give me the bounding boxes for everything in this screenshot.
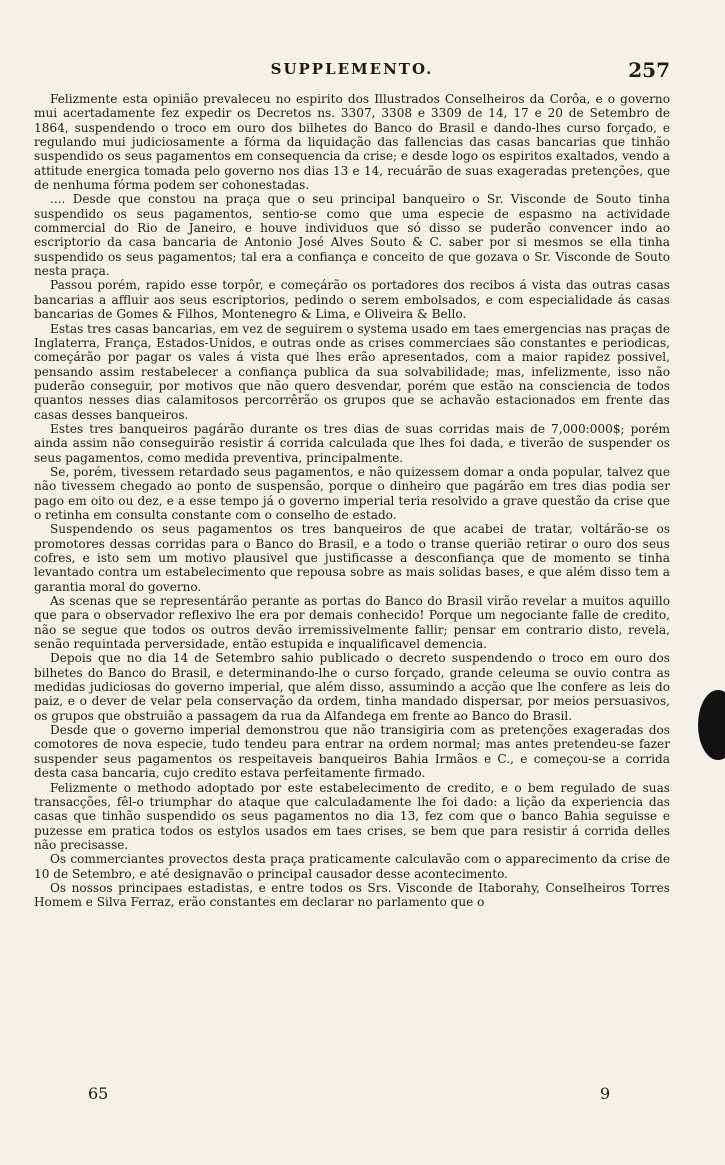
paragraph: .... Desde que constou na praça que o seu principal banqueiro o Sr. Visconde de Souto tinha suspendido os seus pagamentos, sentio-se como que uma especie de espasmo na actividade commercial do Rio de Janeiro, e houve individuos que só disso se puderão convencer indo ao escriptorio da casa bancaria de Antonio José Alves Souto & C. saber por si mesmos se ella tinha suspendido os seus pagamentos; tal era a confiança e conceito de que gozava o Sr. Visconde de Souto nesta praça. [34,192,670,279]
paragraph: Felizmente o methodo adoptado por este estabelecimento de credito, e o bem regulado de suas transacções, fêl-o triumphar do ataque que calculadamente lhe foi dado: a lição da experiencia das casas que tinhão suspendido os seus pagamentos no dia 13, fez com que o banco Bahia seguisse e puzesse em pratica todos os estylos usados em taes crises, se bem que para resistir á corrida delles não precisasse. [34,780,670,852]
signature-mark-left: 65 [88,1084,109,1103]
paragraph: Se, porém, tivessem retardado seus pagamentos, e não quizessem domar a onda popular, talvez que não tivessem chegado ao ponto de suspensão, porque o dinheiro que pagárão em tres dias podia ser pago em oito ou dez, e a esse tempo já o governo imperial teria resolvido a grave questão da crise que o retinha em consulta constante com o conselho de estado. [34,464,670,522]
paragraph: Suspendendo os seus pagamentos os tres banqueiros de que acabei de tratar, voltárão-se os promotores dessas corridas para o Banco do Brasil, e a todo o transe querião retirar o ouro dos seus cofres, e isto sem um motivo plausivel que justificasse a desconfiança que de momento se tinha levantado contra um estabelecimento que repousa sobre as mais solidas bases, e que além disso tem a garantia moral do governo. [34,522,670,594]
article-body [34,92,670,910]
signature-mark-right: 9 [600,1084,611,1103]
page-title: SUPPLEMENTO. [270,60,434,78]
paragraph: Os commerciantes provectos desta praça praticamente calculavão com o apparecimento da crise de 10 de Setembro, e até designavão o principal causador desse acontecimento. [34,852,670,881]
paragraph: Desde que o governo imperial demonstrou que não transigiria com as pretenções exageradas dos comotores de nova especie, tudo tendeu para entrar na ordem normal; mas antes pretendeu-se fazer suspender seus pagamentos os respeitaveis banqueiros Bahia Irmãos e C., e começou-se a corrida desta casa bancaria, cujo credito estava perfeitamente firmado. [34,723,670,781]
paragraph: Depois que no dia 14 de Setembro sahio publicado o decreto suspendendo o troco em ouro dos bilhetes do Banco do Brasil, e determinando-lhe o curso forçado, grande celeuma se ouvio contra as medidas judiciosas do governo imperial, que além disso, assumindo a acção que lhe confere as leis do paiz, e o dever de velar pela conservação da ordem, tinha mandado dispersar, por meios persuasivos, os grupos que obstruião a passagem da rua da Alfandega em frente ao Banco do Brasil. [34,651,670,723]
page-number: 257 [628,58,670,82]
paragraph: Os nossos principaes estadistas, e entre todos os Srs. Visconde de Itaborahy, Conselheiros Torres Homem e Silva Ferraz, erão constantes em declarar no parlamento que o [34,880,670,910]
page-header [34,60,670,86]
paragraph: Felizmente esta opinião prevaleceu no espirito dos Illustrados Conselheiros da Corôa, e o governo mui acertadamente fez expedir os Decretos ns. 3307, 3308 e 3309 de 14, 17 e 20 de Setembro de 1864, suspendendo o troco em ouro dos bilhetes do Banco do Brasil e dando-lhes curso forçado, e regulando mui judiciosamente a fórma da liquidação das fallencias das casas bancarias que tinhão suspendido os seus pagamentos em consequencia da crise; e desde logo os espiritos exaltados, vendo a attitude energica tomada pelo governo nos dias 13 e 14, recuárão de suas exageradas pretenções, que de nenhuma fórma podem ser cohonestadas. [34,92,670,193]
paragraph: Passou porém, rapido esse torpôr, e começárão os portadores dos recibos á vista das outras casas bancarias a affluir aos seus escriptorios, pedindo o serem embolsados, e com especialidade ás casas bancarias de Gomes & Filhos, Montenegro & Lima, e Oliveira & Bello. [34,278,670,322]
paragraph: Estas tres casas bancarias, em vez de seguirem o systema usado em taes emergencias nas praças de Inglaterra, França, Estados-Unidos, e outras onde as crises commerciaes são constantes e periodicas, começárão por pagar os vales á vista que lhes erão apresentados, com a maior rapidez possivel, pensando assim restabelecer a confiança publica da sua solvabilidade; mas, infelizmente, isso não puderão conseguir, por motivos que não quero desvendar, porém que estão na consciencia de todos quantos nesses dias calamitosos percorrêrão os grupos que se achavão estacionados em frente das casas desses banqueiros. [34,321,670,422]
paragraph: As scenas que se representárão perante as portas do Banco do Brasil virão revelar a muitos aquillo que para o observador reflexivo lhe era por demais conhecido! Porque um negociante falle de credito, não se segue que todos os outros devão irremissivelmente fallir; pensar em contrario disto, revela, senão requintada perversidade, então estupida e inqualificavel demencia. [34,594,670,652]
page-footer [34,1084,670,1106]
paragraph: Estes tres banqueiros pagárão durante os tres dias de suas corridas mais de 7,000:000$; porém ainda assim não conseguirão resistir á corrida calculada que lhes foi dada, e tiverão de suspender os seus pagamentos, como medida preventiva, principalmente. [34,421,670,465]
binding-hole-mark [698,690,725,760]
